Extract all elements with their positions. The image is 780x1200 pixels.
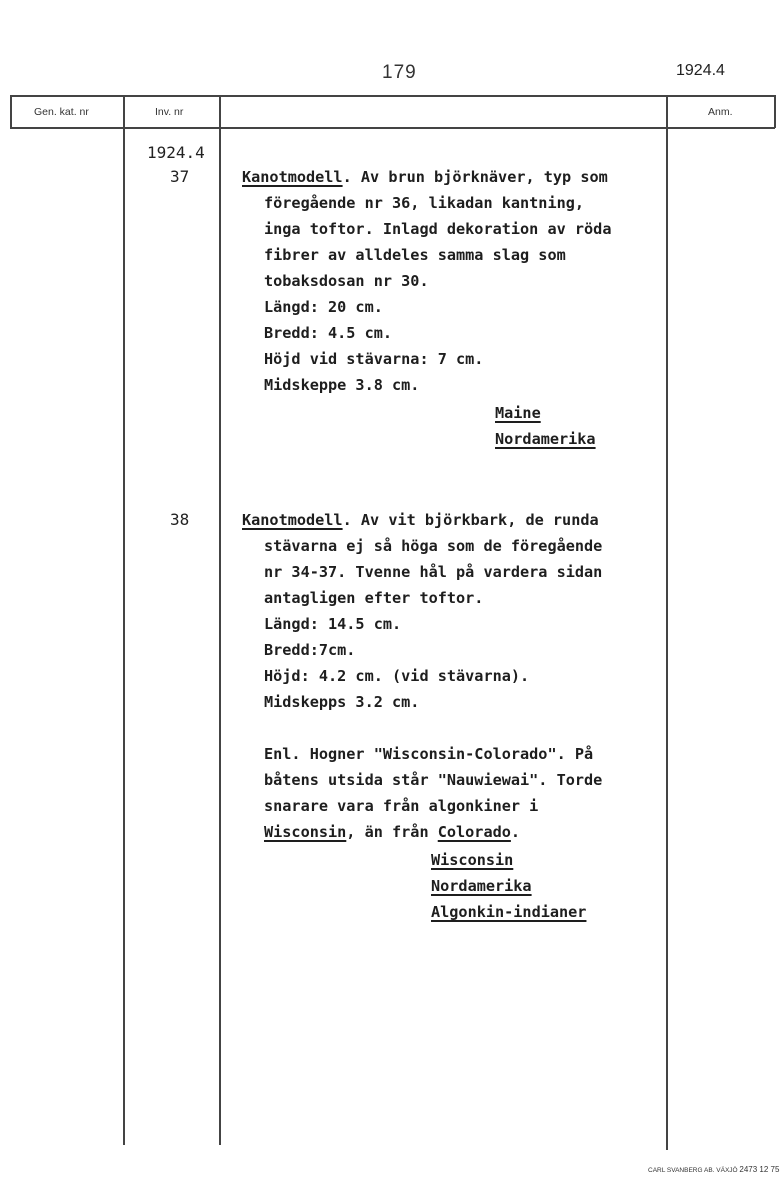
entry-38-height: Höjd: 4.2 cm. (vid stävarna). <box>264 667 530 685</box>
entry-37-year: 1924.4 <box>147 143 205 162</box>
form-code: 2473 12 75 <box>739 1165 780 1174</box>
entry-38-place: Wisconsin <box>431 851 514 869</box>
entry-37-title: Kanotmodell <box>242 168 343 186</box>
entry-38-note-line: Wisconsin, än från Colorado. <box>264 823 521 841</box>
entry-37-place: Maine <box>495 404 541 422</box>
entry-38-region: Nordamerika <box>431 877 532 895</box>
entry-37-line: fibrer av alldeles samma slag som <box>264 246 566 264</box>
left-border <box>10 95 12 128</box>
entry-38-midship: Midskepps 3.2 cm. <box>264 693 420 711</box>
page-number: 179 <box>382 62 417 83</box>
entry-38-width: Bredd:7cm. <box>264 641 356 659</box>
entry-38-line: nr 34-37. Tvenne hål på vardera sidan <box>264 563 603 581</box>
entry-37-midship: Midskeppe 3.8 cm. <box>264 376 420 394</box>
entry-37-inv-nr: 37 <box>170 167 190 186</box>
printer-mark: CARL SVANBERG AB. VÄXJÖ 2473 12 75 <box>648 1165 780 1174</box>
entry-37-line: inga toftor. Inlagd dekoration av röda <box>264 220 612 238</box>
note-colorado: Colorado <box>437 823 511 841</box>
entry-37-height: Höjd vid stävarna: 7 cm. <box>264 350 484 368</box>
entry-38-note-line: snarare vara från algonkiner i <box>264 797 539 815</box>
entry-38-note-line: båtens utsida står "Nauwiewai". Torde <box>264 771 603 789</box>
entry-37-region: Nordamerika <box>495 430 596 448</box>
entry-38-title: Kanotmodell <box>242 511 343 529</box>
entry-37-line: tobaksdosan nr 30. <box>264 272 429 290</box>
column-header-inv-nr: Inv. nr <box>155 106 184 118</box>
entry-37-line: föregående nr 36, likadan kantning, <box>264 194 585 212</box>
header-top-rule <box>10 95 775 97</box>
entry-38-inv-nr: 38 <box>170 510 190 529</box>
header-bottom-rule <box>10 127 775 129</box>
entry-38-length: Längd: 14.5 cm. <box>264 615 402 633</box>
column-divider-1 <box>123 95 125 1145</box>
entry-38-note-line: Enl. Hogner "Wisconsin-Colorado". På <box>264 745 594 763</box>
catalogue-reference: 1924.4 <box>676 62 725 79</box>
column-divider-2 <box>219 95 221 1145</box>
entry-37-length: Längd: 20 cm. <box>264 298 383 316</box>
entry-38-people: Algonkin-indianer <box>431 903 587 921</box>
note-wisconsin: Wisconsin <box>264 823 347 841</box>
entry-38-first-line: Kanotmodell. Av vit björkbark, de runda <box>242 511 599 529</box>
column-divider-3 <box>666 95 668 1150</box>
right-border <box>774 95 776 128</box>
column-header-gen-kat-nr: Gen. kat. nr <box>34 106 89 118</box>
entry-37-width: Bredd: 4.5 cm. <box>264 324 393 342</box>
entry-38-line: antagligen efter toftor. <box>264 589 484 607</box>
entry-37-first-line: Kanotmodell. Av brun björknäver, typ som <box>242 168 608 186</box>
column-header-anm: Anm. <box>708 106 733 118</box>
entry-38-line: stävarna ej så höga som de föregående <box>264 537 603 555</box>
